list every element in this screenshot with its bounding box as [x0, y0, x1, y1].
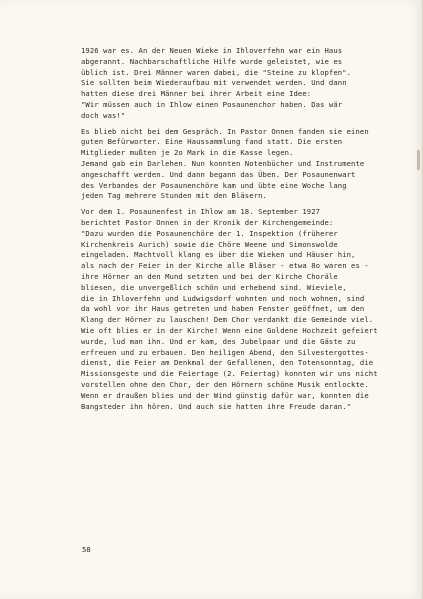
text-line: Kirchenkreis Aurich) sowie die Chöre Weene und Simonswolde: [81, 239, 338, 249]
text-line: guten Befürworter. Eine Haussammlung fand statt. Die ersten: [81, 137, 343, 147]
text-line: Missionsgeste und die Feiertage (2. Feiertag) konnten wir uns nicht: [81, 369, 378, 379]
page-edge-mark: [417, 150, 420, 170]
text-line: Wie oft blies er in der Kirche! Wenn eine Goldene Hochzeit gefeiert: [81, 325, 378, 335]
text-line: als nach der Feier in der Kirche alle Bläser - etwa 8o waren es -: [81, 261, 369, 271]
text-line: Klang der Hörner zu lauschen! Dem Chor verdankt die Gemeinde viel.: [81, 315, 374, 325]
text-line: die in Ihloverfehn und Ludwigsdorf wohnten und noch wohnen, sind: [81, 293, 365, 303]
text-line: erfreuen und zu erbauen. Den heiligen Abend, den Silvestergottes-: [81, 347, 369, 357]
paragraph: [81, 46, 397, 122]
text-line: "Wir müssen auch in Ihlow einen Posaunenchor haben. Das wär: [81, 99, 343, 109]
text-line: doch was!": [81, 110, 126, 120]
text-line: jeden Tag mehrere Stunden mit den Bläsern.: [81, 191, 267, 201]
text-line: bliesen, die unvergeßlich schön und erhebend sind. Wieviele,: [81, 282, 347, 292]
text-line: Jemand gab ein Darlehen. Nun konnten Notenbücher und Instrumente: [81, 158, 365, 168]
page-number: 58: [82, 545, 91, 554]
text-line: ihre Hörner an den Mund setzten und bei der Kirche Choräle: [81, 271, 338, 281]
text-line: "Dazu wurden die Posaunenchöre der 1. Inspektion (früherer: [81, 228, 338, 238]
text-line: abgerannt. Nachbarschaftliche Hilfe wurde geleistet, wie es: [81, 56, 343, 66]
paragraph: [81, 207, 397, 412]
text-line: berichtet Pastor Onnen in der Kronik der Kirchengemeinde:: [81, 217, 334, 227]
text-line: Wenn er draußen blies und der Wind günstig dafür war, konnten die: [81, 390, 369, 400]
page-body-text: [81, 46, 397, 417]
text-line: vorstellen ohne den Chor, der den Hörnern schöne Musik entlockte.: [81, 379, 369, 389]
text-line: da wohl vor ihr Haus getreten und haben Fenster geöffnet, um den: [81, 304, 365, 314]
text-line: Sie sollten beim Wiederaufbau mit verwendet werden. Und dann: [81, 78, 347, 88]
text-line: 1926 war es. An der Neuen Wieke in Ihloverfehn war ein Haus: [81, 46, 343, 55]
paragraph: [81, 127, 397, 203]
text-line: Vor dem 1. Posaunenfest in Ihlow am 18. September 1927: [81, 207, 321, 217]
text-line: eingeladen. Machtvoll klang es über die Wieken und Häuser hin,: [81, 250, 356, 260]
text-line: dienst, die Feier am Denkmal der Gefallenen, den Totensonntag, die: [81, 358, 374, 368]
text-line: wurde, lud man ihn. Und er kam, des Jubelpaar und die Gäste zu: [81, 336, 356, 346]
text-line: Es blieb nicht bei dem Gespräch. In Pastor Onnen fanden sie einen: [81, 126, 369, 136]
text-line: des Verbandes der Posaunenchöre kam und übte eine Woche lang: [81, 180, 347, 190]
text-line: Mitglieder mußten je 2o Mark in die Kasse legen.: [81, 148, 294, 158]
text-line: angeschafft werden. Und dann begann das Üben. Der Posaunenwart: [81, 169, 356, 179]
text-line: hatten diese drei Männer bei ihrer Arbeit eine Idee:: [81, 89, 312, 99]
text-line: Bangsteder ihn hören. Und auch sie hatten ihre Freude daran.": [81, 401, 352, 411]
text-line: üblich ist. Drei Männer waren dabei, die "Steine zu klopfen".: [81, 67, 352, 77]
